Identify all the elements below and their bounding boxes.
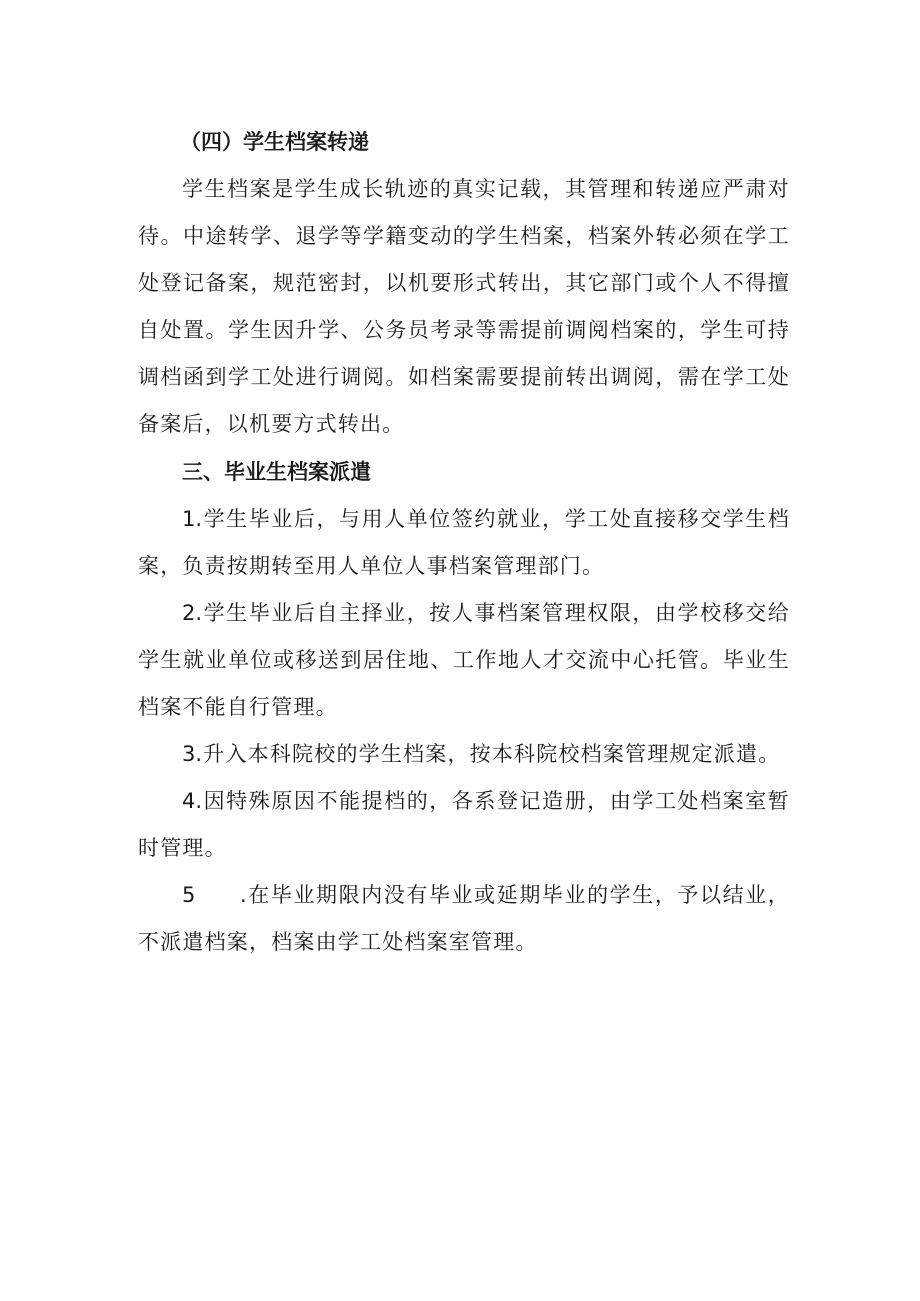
section-four-heading: （四）学生档案转递 — [180, 130, 369, 154]
list-item — [138, 778, 790, 872]
document-body — [138, 118, 790, 966]
item-text: .升入本科院校的学生档案，按本科院校档案管理规定派遣。 — [195, 742, 781, 766]
list-item — [138, 731, 790, 778]
list-item — [138, 496, 790, 590]
item-number: 1 — [182, 507, 196, 531]
item-text: .因特殊原因不能提档的，各系登记造册，由学工处档案室暂时管理。 — [138, 789, 790, 860]
list-item — [138, 590, 790, 731]
item-number: 3 — [182, 742, 196, 766]
item-text: .学生毕业后，与用人单位签约就业，学工处直接移交学生档案，负责按期转至用人单位人事档案管理部门。 — [138, 507, 790, 578]
item-text: .在毕业期限内没有毕业或延期毕业的学生，予以结业，不派遣档案，档案由学工处档案室管理。 — [138, 883, 790, 954]
section-four-paragraph: 学生档案是学生成长轨迹的真实记载，其管理和转递应严肃对待。中途转学、退学等学籍变动的学生档案，档案外转必须在学工处登记备案，规范密封，以机要形式转出，其它部门或个人不得擅自处置。学生因升学、公务员考录等需提前调阅档案的，学生可持调档函到学工处进行调阅。如档案需要提前转出调阅，需在学工处备案后，以机要方式转出。 — [138, 177, 790, 436]
item-number: 2 — [182, 601, 196, 625]
item-text: .学生毕业后自主择业，按人事档案管理权限，由学校移交给学生就业单位或移送到居住地、工作地人才交流中心托管。毕业生档案不能自行管理。 — [138, 601, 790, 719]
item-number: 5 — [182, 883, 196, 907]
item-number: 4 — [182, 789, 196, 813]
section-three-heading: 三、毕业生档案派遣 — [182, 460, 371, 484]
list-item — [138, 872, 790, 966]
